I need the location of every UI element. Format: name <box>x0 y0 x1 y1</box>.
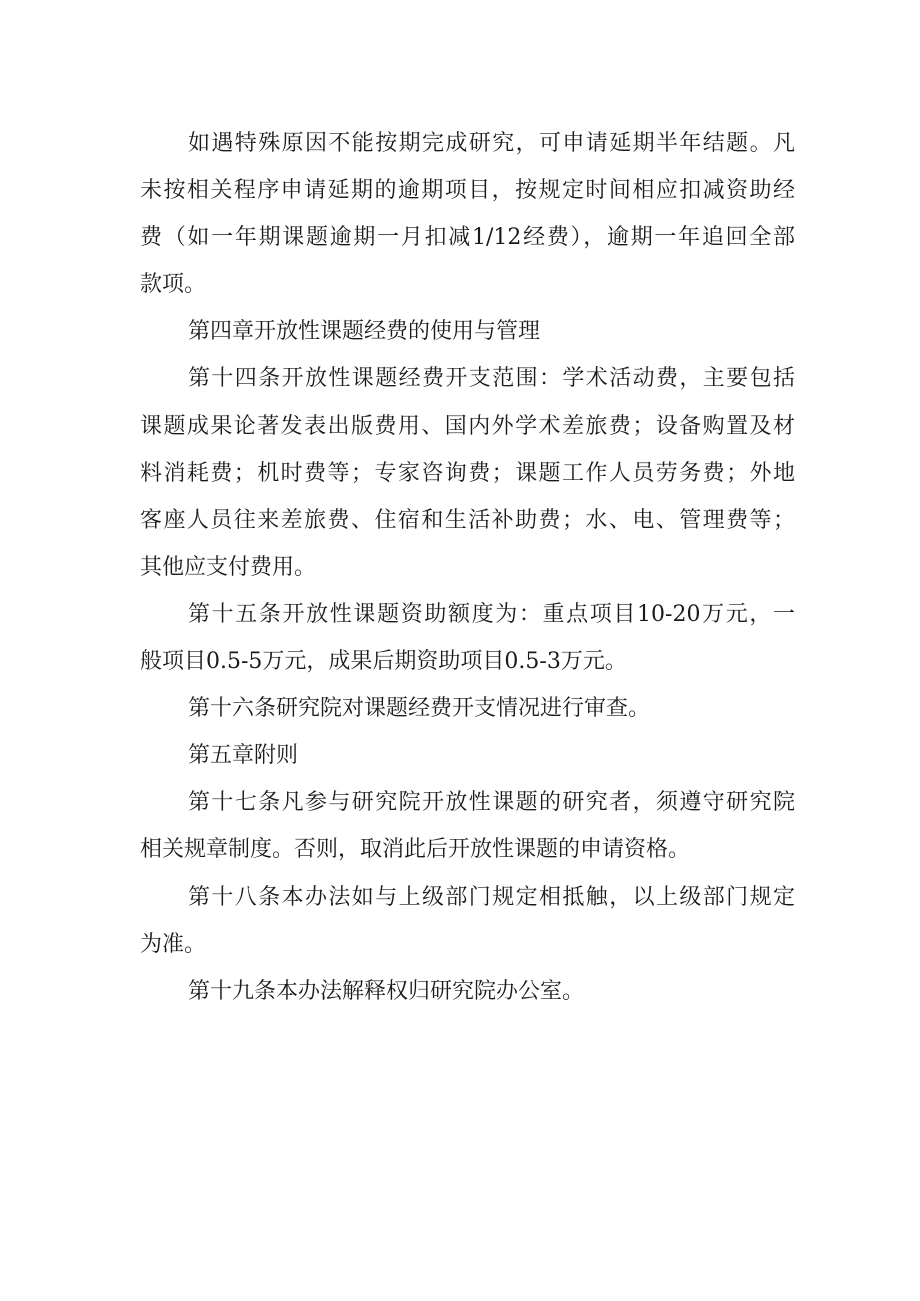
text-line: 第十六条研究院对课题经费开支情况进行审查。 <box>188 696 651 722</box>
text-line: 未按相关程序申请延期的逾期项目，按规定时间相应扣减资助经 <box>140 178 795 204</box>
chapter-heading: 第四章开放性课题经费的使用与管理 <box>188 319 541 345</box>
document-body <box>140 120 795 1015</box>
text-line: 相关规章制度。否则，取消此后开放性课题的申请资格。 <box>140 837 691 863</box>
text-line: 第十八条本办法如与上级部门规定相抵触，以上级部门规定 <box>188 884 795 910</box>
text-line: 费（如一年期课题逾期一月扣减1/12经费），逾期一年追回全部 <box>140 225 795 251</box>
text-line: 款项。 <box>140 272 207 298</box>
text-line: 如遇特殊原因不能按期完成研究，可申请延期半年结题。凡 <box>188 131 795 156</box>
text-line: 第十七条凡参与研究院开放性课题的研究者，须遵守研究院 <box>188 790 795 816</box>
text-line: 料消耗费；机时费等；专家咨询费；课题工作人员劳务费；外地 <box>140 460 795 486</box>
text-line: 第十四条开放性课题经费开支范围：学术活动费，主要包括 <box>188 366 795 392</box>
text-line: 课题成果论著发表出版费用、国内外学术差旅费；设备购置及材 <box>140 413 795 439</box>
text-line: 第十五条开放性课题资助额度为：重点项目10-20万元，一 <box>188 601 795 627</box>
chapter-heading: 第五章附则 <box>188 743 299 769</box>
text-line: 为准。 <box>140 931 207 957</box>
text-line: 其他应支付费用。 <box>140 554 317 580</box>
text-line: 第十九条本办法解释权归研究院办公室。 <box>188 978 585 1004</box>
text-line: 般项目0.5-5万元，成果后期资助项目0.5-3万元。 <box>140 649 627 675</box>
text-line: 客座人员往来差旅费、住宿和生活补助费；水、电、管理费等； <box>140 507 795 533</box>
